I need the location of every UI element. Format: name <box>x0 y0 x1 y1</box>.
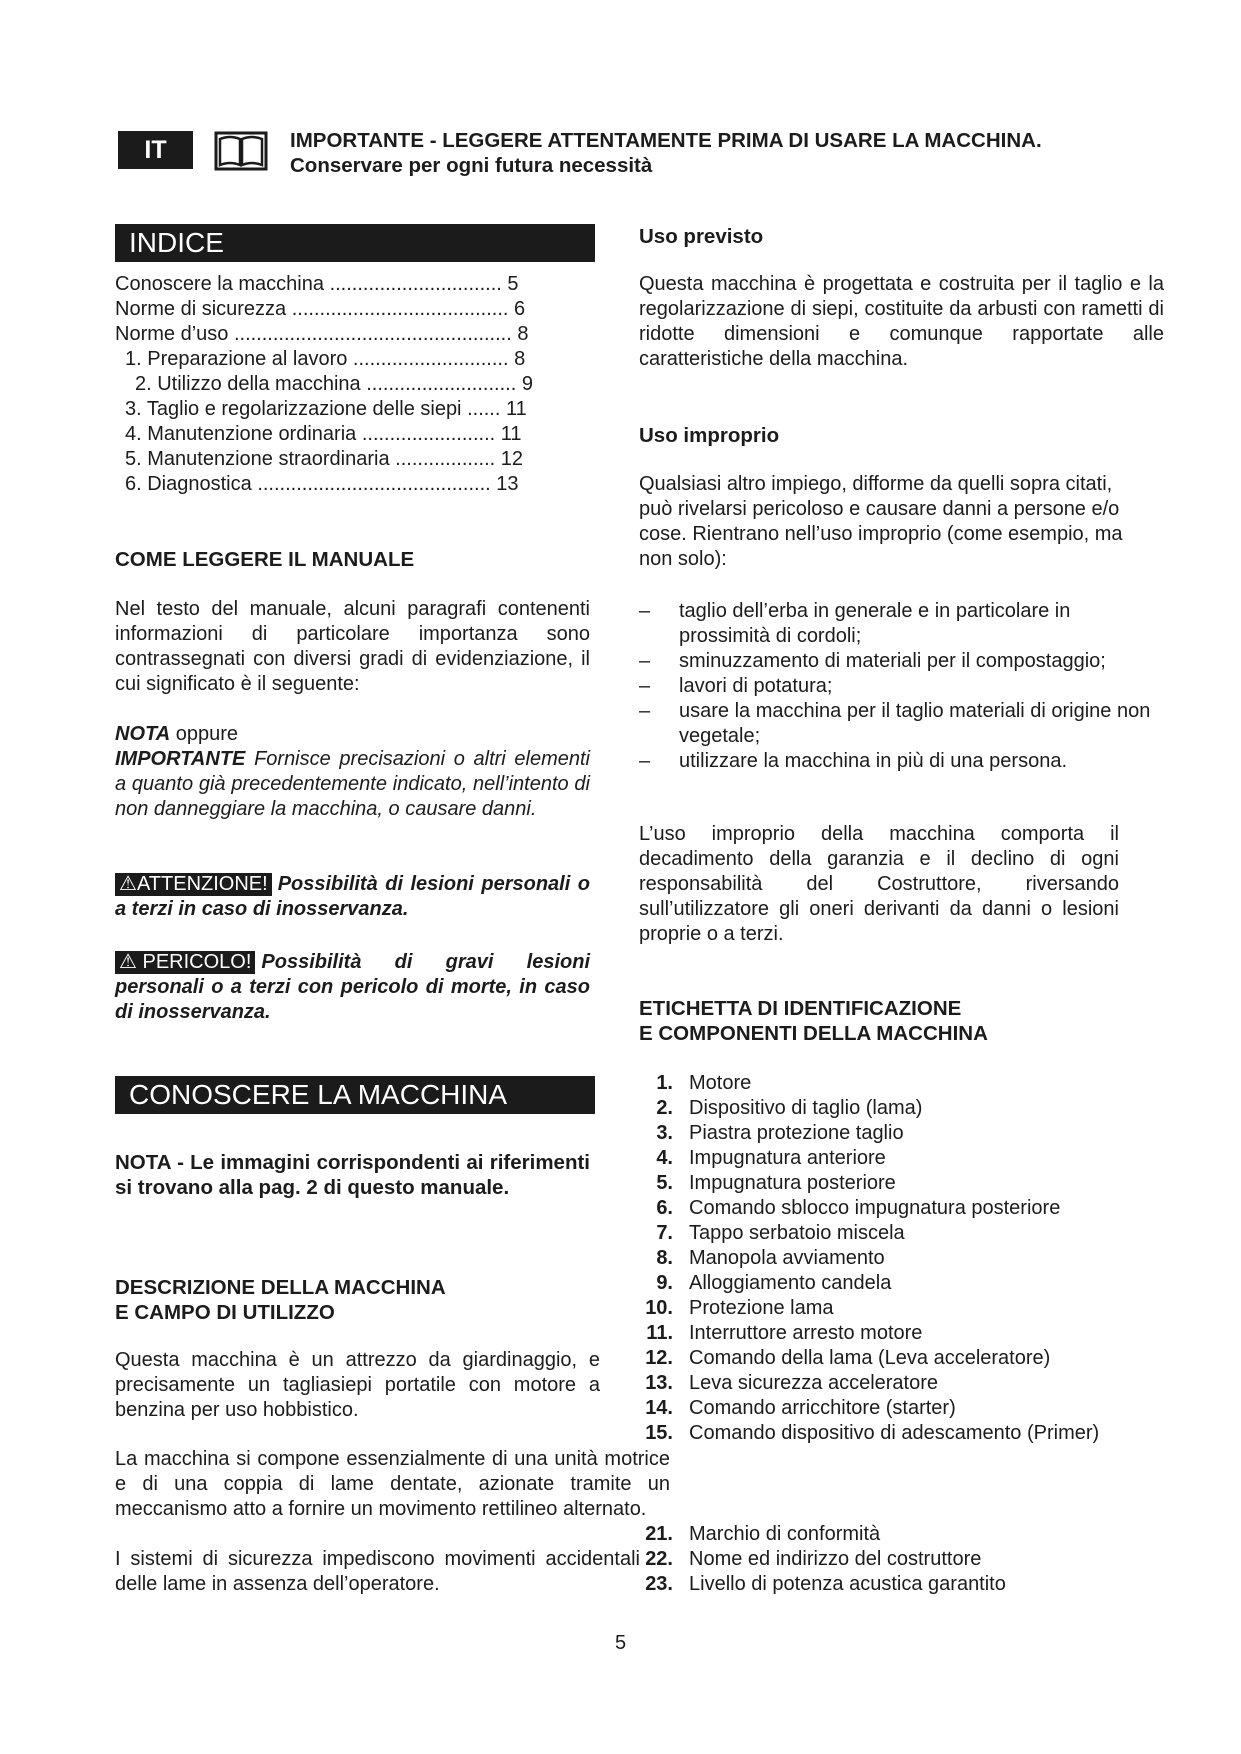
toc-label: Conoscere la macchina <box>115 273 324 295</box>
component-item <box>639 1296 1159 1321</box>
toc-row <box>115 347 615 372</box>
toc-dots: ........................... <box>366 373 517 395</box>
uso-previsto-text: Questa macchina è progettata e costruita per il taglio e la regolarizzazione di siepi, costituite da arbusti con rametti di ridotte dimensioni e comunque rapportate alle caratteristiche della macchina. <box>639 273 1164 370</box>
attenzione-text: Possibilità di lesioni personali o a terzi in caso di inosservanza. <box>115 873 590 920</box>
toc-row <box>115 372 615 397</box>
toc-row <box>115 472 615 497</box>
component-item <box>639 1146 1159 1171</box>
toc-label: Norme di sicurezza <box>115 298 287 320</box>
toc-page: 12 <box>500 448 524 470</box>
toc-row <box>115 397 615 422</box>
component-label: Impugnatura anteriore <box>689 1147 886 1169</box>
toc-page: 5 <box>507 273 519 295</box>
component-label: Tappo serbatoio miscela <box>689 1222 905 1244</box>
component-number: 10. <box>645 1297 673 1319</box>
toc-page: 6 <box>514 298 526 320</box>
attenzione-label: ATTENZIONE! <box>136 873 268 895</box>
component-label: Comando della lama (Leva acceleratore) <box>689 1347 1051 1369</box>
component-item <box>639 1421 1159 1446</box>
toc-dots: .......................................... <box>257 473 491 495</box>
component-number: 6. <box>656 1197 673 1219</box>
list-item <box>639 749 1159 774</box>
toc-page: 11 <box>505 398 527 420</box>
component-number: 1. <box>656 1072 673 1094</box>
table-of-contents <box>115 272 615 497</box>
come-leggere-heading: COME LEGGERE IL MANUALE <box>115 548 415 571</box>
component-number: 21. <box>645 1523 673 1545</box>
pericolo-text: Possibilità di gravi lesioni personali o a terzi con pericolo di morte, in caso di inosservanza. <box>115 951 590 1023</box>
list-item <box>639 649 1159 674</box>
toc-row <box>115 447 615 472</box>
dash-bullet: – <box>639 750 651 772</box>
toc-page: 9 <box>521 373 533 395</box>
component-item <box>639 1321 1159 1346</box>
component-item <box>639 1346 1159 1371</box>
toc-label: 5. Manutenzione straordinaria <box>125 448 390 470</box>
component-label: Alloggiamento candela <box>689 1272 892 1294</box>
toc-dots: .................. <box>395 448 496 470</box>
component-label: Protezione lama <box>689 1297 834 1319</box>
toc-row <box>115 322 615 347</box>
warning-triangle-icon: ⚠ <box>119 873 137 895</box>
toc-row <box>115 422 615 447</box>
component-label: Dispositivo di taglio (lama) <box>689 1097 923 1119</box>
component-item <box>639 1396 1159 1421</box>
header-line-1: IMPORTANTE - LEGGERE ATTENTAMENTE PRIMA DI USARE LA MACCHINA. <box>290 129 1042 152</box>
uso-improprio-text: Qualsiasi altro impiego, difforme da quelli sopra citati, può rivelarsi pericoloso e causare danni a persone e/o cose. Rientrano nell’uso improprio (come esempio, ma non solo): <box>639 473 1123 570</box>
component-item <box>639 1196 1159 1221</box>
uso-improprio-warning: L’uso improprio della macchina comporta il decadimento della garanzia e il declino di ogni responsabilità del Costruttore, riversando sull’utilizzatore gli oneri derivanti da danni o lesioni proprie o a terzi. <box>639 823 1119 945</box>
component-label: Piastra protezione taglio <box>689 1122 904 1144</box>
component-item <box>639 1096 1159 1121</box>
toc-dots: ............................... <box>329 273 502 295</box>
list-item-text: usare la macchina per il taglio materiali di origine non vegetale; <box>679 700 1151 747</box>
toc-label: 6. Diagnostica <box>125 473 252 495</box>
descrizione-p2: La macchina si compone essenzialmente di una unità motrice e di una coppia di lame dentate, azionate tramite un meccanismo atto a fornire un movimento rettilineo alternato. <box>115 1448 670 1520</box>
toc-label: Norme d’uso <box>115 323 229 345</box>
component-number: 8. <box>656 1247 673 1269</box>
list-item <box>639 674 1159 699</box>
toc-page: 11 <box>500 423 522 445</box>
component-label: Livello di potenza acustica garantito <box>689 1573 1006 1595</box>
component-item <box>639 1572 1159 1597</box>
label-items-list <box>639 1522 1159 1597</box>
component-number: 12. <box>645 1347 673 1369</box>
components-list <box>639 1071 1159 1446</box>
attenzione-block <box>115 872 590 922</box>
descrizione-p3: I sistemi di sicurezza impediscono movimenti accidentali delle lame in assenza dell’operatore. <box>115 1548 640 1595</box>
toc-label: 3. Taglio e regolarizzazione delle siepi <box>125 398 462 420</box>
component-item <box>639 1271 1159 1296</box>
component-item <box>639 1221 1159 1246</box>
oppure-text: oppure <box>175 723 239 745</box>
component-item <box>639 1522 1159 1547</box>
dash-bullet: – <box>639 700 651 722</box>
descrizione-heading-line-2: E CAMPO DI UTILIZZO <box>115 1301 335 1324</box>
component-number: 22. <box>645 1548 673 1570</box>
component-label: Comando arricchitore (starter) <box>689 1397 956 1419</box>
header-title <box>290 128 1042 178</box>
header-line-2: Conservare per ogni futura necessità <box>290 154 653 177</box>
component-number: 15. <box>645 1422 673 1444</box>
toc-row <box>115 297 615 322</box>
toc-dots: .................................................. <box>233 323 512 345</box>
etichetta-heading <box>639 996 988 1046</box>
descrizione-heading-line-1: DESCRIZIONE DELLA MACCHINA <box>115 1276 446 1299</box>
toc-dots: ........................ <box>361 423 496 445</box>
dash-bullet: – <box>639 650 651 672</box>
indice-heading: INDICE <box>115 224 595 262</box>
component-label: Motore <box>689 1072 752 1094</box>
component-label: Comando sblocco impugnatura posteriore <box>689 1197 1061 1219</box>
component-item <box>639 1121 1159 1146</box>
list-item-text: taglio dell’erba in generale e in particolare in prossimità di cordoli; <box>679 600 1071 647</box>
pericolo-label-box <box>115 951 255 974</box>
list-item-text: utilizzare la macchina in più di una persona. <box>679 750 1067 772</box>
warning-triangle-icon: ⚠ <box>119 951 137 973</box>
dash-bullet: – <box>639 675 651 697</box>
toc-page: 8 <box>514 348 526 370</box>
component-label: Manopola avviamento <box>689 1247 885 1269</box>
component-number: 4. <box>656 1147 673 1169</box>
descrizione-heading <box>115 1275 446 1325</box>
component-item <box>639 1371 1159 1396</box>
toc-page: 13 <box>496 473 519 495</box>
component-label: Marchio di conformità <box>689 1523 881 1545</box>
toc-dots: ....................................... <box>291 298 509 320</box>
conoscere-nota: NOTA - Le immagini corrispondenti ai riferimenti si trovano alla pag. 2 di questo manuale. <box>115 1151 590 1199</box>
component-item <box>639 1547 1159 1572</box>
component-item <box>639 1071 1159 1096</box>
component-number: 23. <box>645 1573 673 1595</box>
toc-label: 1. Preparazione al lavoro <box>125 348 348 370</box>
come-leggere-intro: Nel testo del manuale, alcuni paragrafi contenenti informazioni di particolare importanza sono contrassegnati con diversi gradi di evidenziazione, il cui significato è il seguente: <box>115 598 590 695</box>
component-number: 2. <box>656 1097 673 1119</box>
toc-row <box>115 272 615 297</box>
component-number: 5. <box>656 1172 673 1194</box>
list-item-text: lavori di potatura; <box>679 675 833 697</box>
uso-previsto-heading: Uso previsto <box>639 225 764 248</box>
component-label: Interruttore arresto motore <box>689 1322 923 1344</box>
component-number: 11. <box>646 1322 673 1344</box>
toc-label: 4. Manutenzione ordinaria <box>125 423 357 445</box>
toc-dots: ...... <box>467 398 501 420</box>
list-item <box>639 599 1159 649</box>
list-item-text: sminuzzamento di materiali per il compostaggio; <box>679 650 1106 672</box>
component-label: Impugnatura posteriore <box>689 1172 896 1194</box>
book-icon <box>214 131 268 171</box>
component-number: 14. <box>645 1397 673 1419</box>
toc-page: 8 <box>517 323 529 345</box>
importante-label: IMPORTANTE <box>115 748 246 770</box>
dash-bullet: – <box>639 600 651 622</box>
nota-label: NOTA <box>115 723 171 745</box>
component-number: 3. <box>656 1122 673 1144</box>
component-number: 13. <box>645 1372 673 1394</box>
toc-label: 2. Utilizzo della macchina <box>135 373 361 395</box>
nota-text: Fornisce precisazioni o altri elementi a quanto già precedentemente indicato, nell’intento di non danneggiare la macchina, o causare danni. <box>115 748 591 820</box>
conoscere-heading: CONOSCERE LA MACCHINA <box>115 1076 595 1114</box>
component-label: Comando dispositivo di adescamento (Primer) <box>689 1422 1100 1444</box>
component-item <box>639 1171 1159 1196</box>
component-label: Leva sicurezza acceleratore <box>689 1372 939 1394</box>
uso-improprio-list <box>639 599 1159 774</box>
etichetta-heading-line-1: ETICHETTA DI IDENTIFICAZIONE <box>639 997 962 1020</box>
toc-dots: ............................ <box>352 348 509 370</box>
component-item <box>639 1246 1159 1271</box>
etichetta-heading-line-2: E COMPONENTI DELLA MACCHINA <box>639 1022 988 1045</box>
nota-block <box>115 722 590 822</box>
uso-improprio-heading: Uso improprio <box>639 424 780 447</box>
component-label: Nome ed indirizzo del costruttore <box>689 1548 982 1570</box>
list-item <box>639 699 1159 749</box>
pericolo-label: PERICOLO! <box>142 951 252 973</box>
language-badge: IT <box>118 131 193 169</box>
component-number: 7. <box>656 1222 673 1244</box>
attenzione-label-box <box>115 873 272 896</box>
descrizione-p1: Questa macchina è un attrezzo da giardinaggio, e precisamente un tagliasiepi portatile con motore a benzina per uso hobbistico. <box>115 1349 600 1421</box>
pericolo-block <box>115 950 590 1025</box>
page-number: 5 <box>614 1632 627 1654</box>
component-number: 9. <box>656 1272 673 1294</box>
